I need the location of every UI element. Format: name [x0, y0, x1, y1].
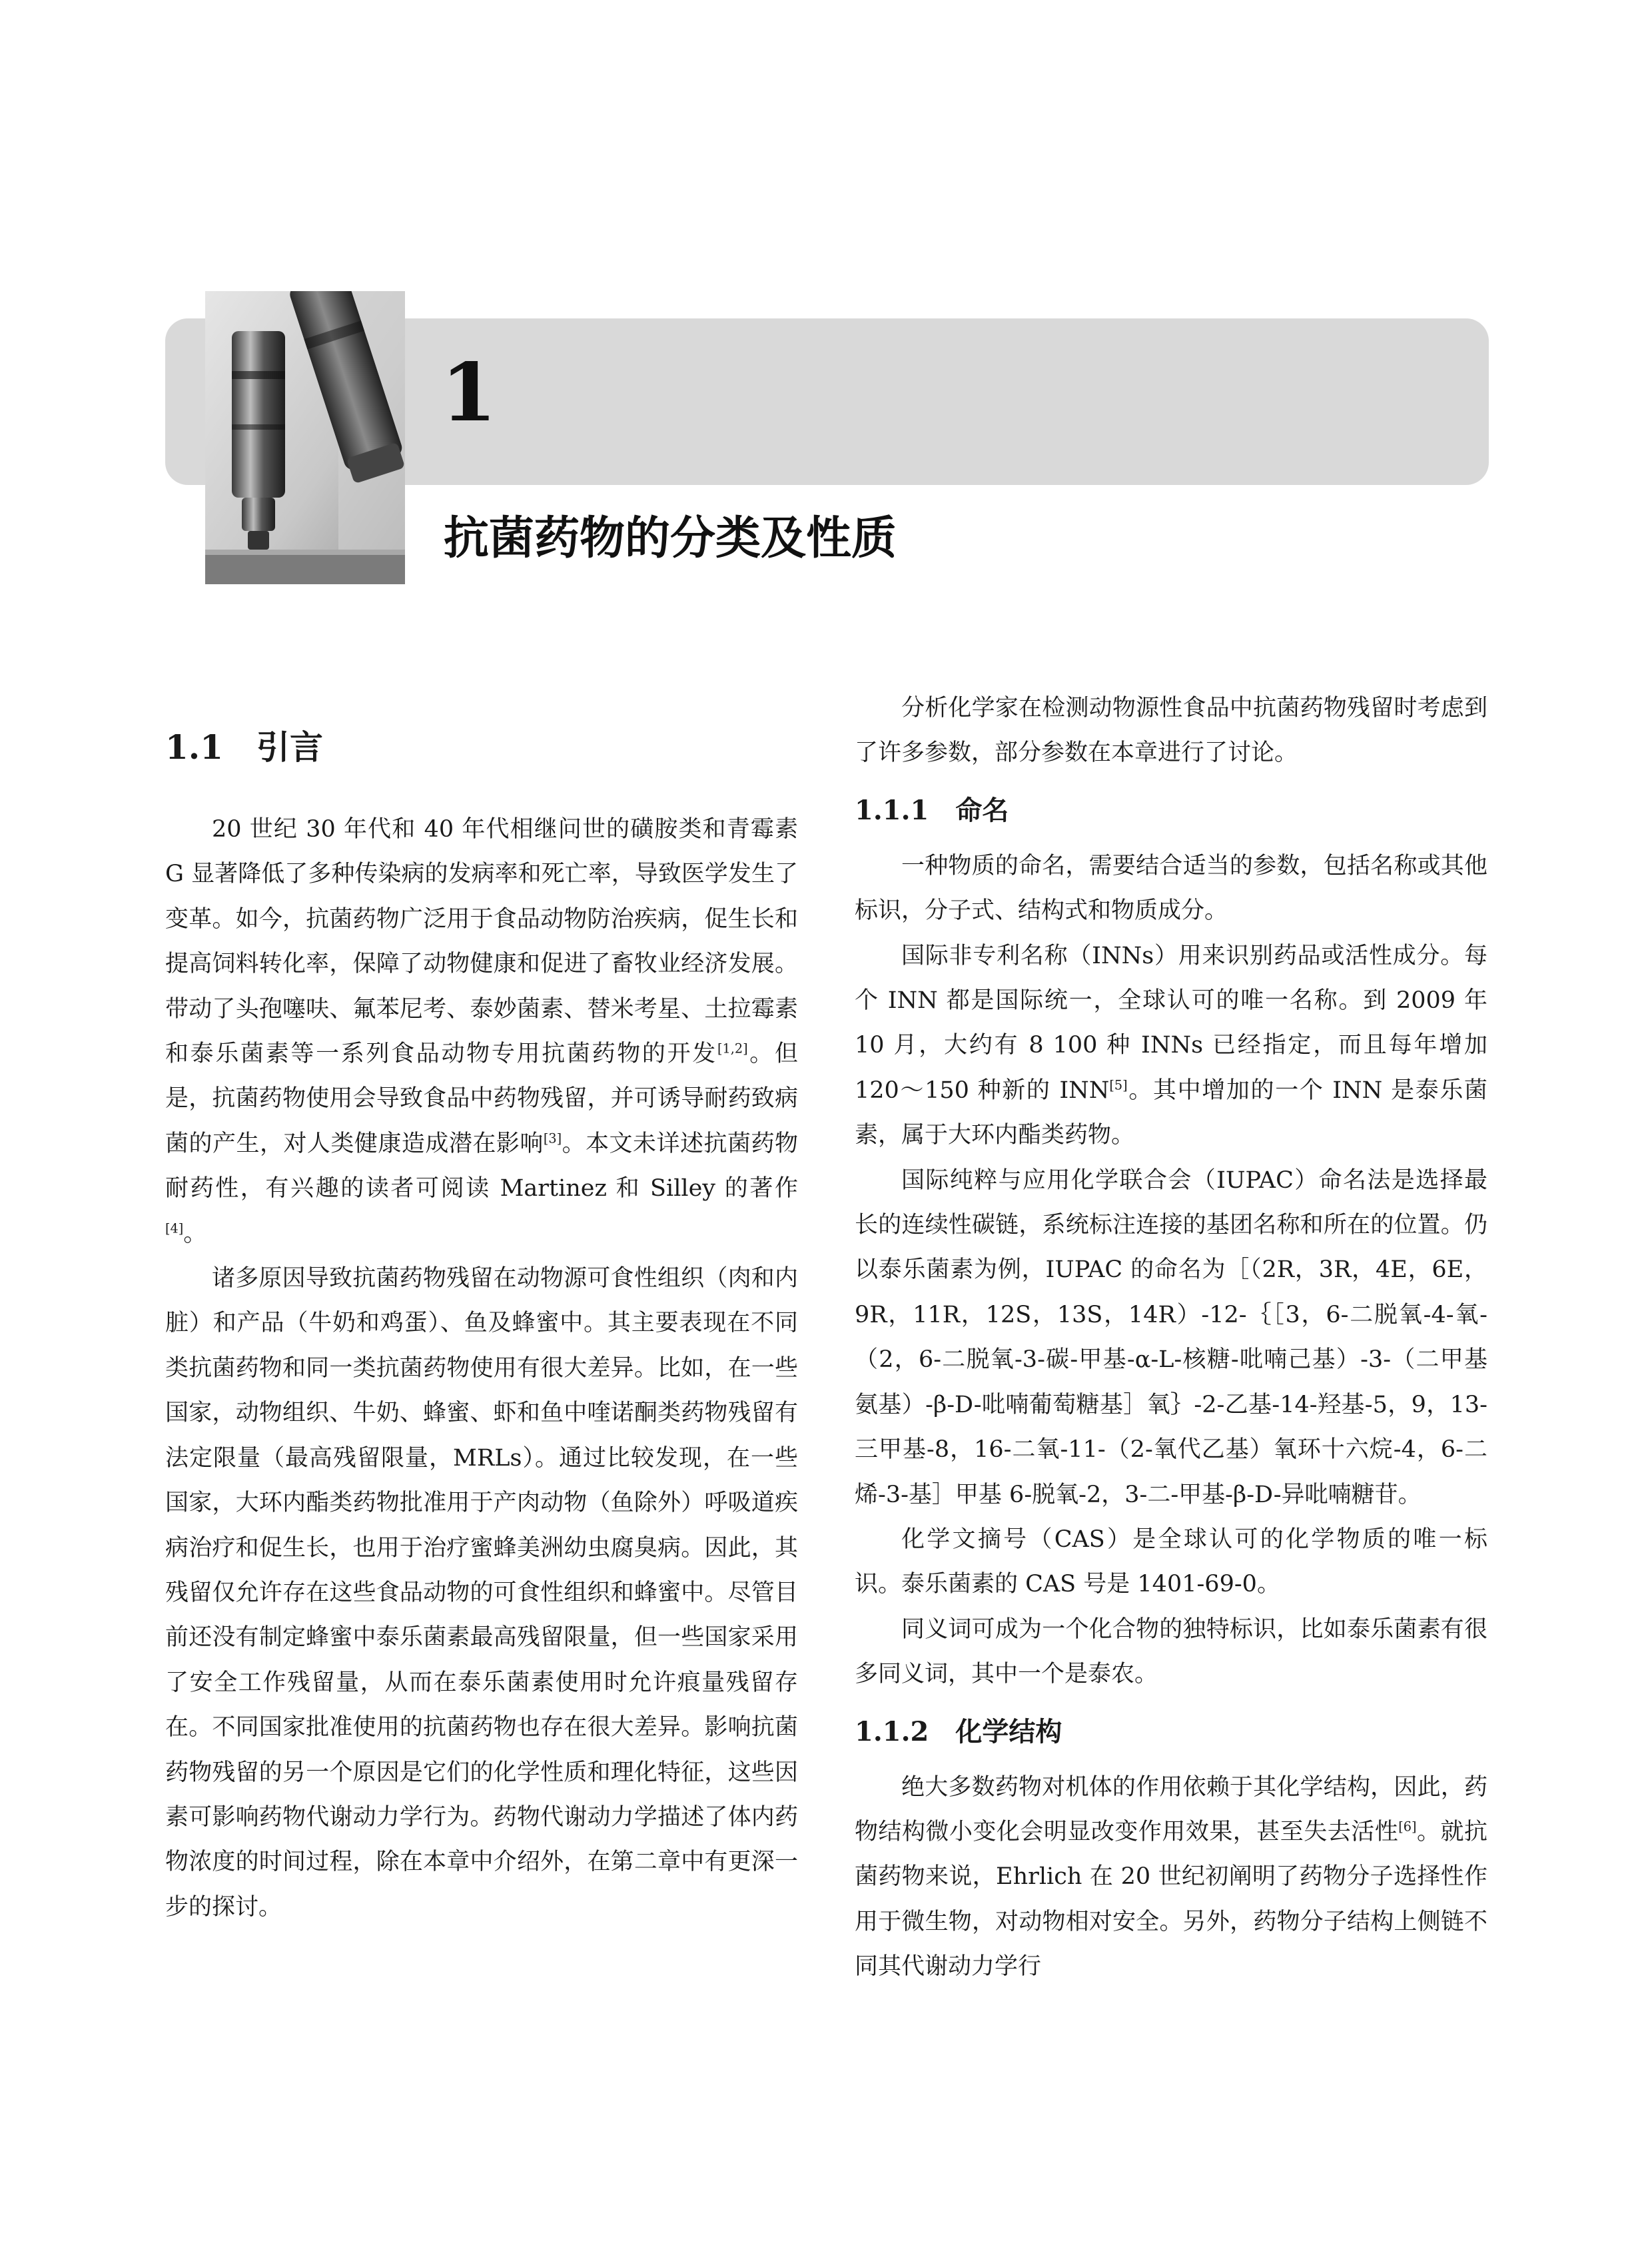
citation: [3] [543, 1130, 562, 1146]
text-run: 。 [183, 1220, 207, 1247]
section-number: 1.1.1 [855, 794, 929, 826]
section-heading-1-1-1 [855, 793, 1487, 828]
section-heading-1-1-2 [855, 1715, 1487, 1749]
citation: [5] [1109, 1077, 1128, 1093]
section-title: 引言 [256, 728, 323, 767]
text-run: 绝大多数药物对机体的作用依赖于其化学结构，因此，药物结构微小变化会明显改变作用效果，甚至失去活性 [855, 1773, 1487, 1845]
text-run: 。就抗菌药物来说，Ehrlich 在 20 世纪初阐明了药物分子选择性作用于微生物，对动物相对安全。另外，药物分子结构上侧链不同其代谢动力学行 [855, 1818, 1487, 1981]
paragraph [165, 807, 798, 1256]
section-heading-1-1 [165, 727, 798, 767]
citation: [1,2] [717, 1041, 748, 1057]
text-run: 20 世纪 30 年代和 40 年代相继问世的磺胺类和青霉素 G 显著降低了多种传染病的发病率和死亡率，导致医学发生了变革。如今，抗菌药物广泛用于食品动物防治疾病，促生长和提高饲料转化率，保障了动物健康和促进了畜牧业经济发展。带动了头孢噻呋、氟苯尼考、泰妙菌素、替米考星、土拉霉素和泰乐菌素等一系列食品动物专用抗菌药物的开发 [165, 816, 798, 1068]
paragraph: 同义词可成为一个化合物的独特标识，比如泰乐菌素有很多同义词，其中一个是泰农。 [855, 1615, 1487, 1688]
paragraph [855, 934, 1487, 1158]
paragraph: 一种物质的命名，需要结合适当的参数，包括名称或其他标识，分子式、结构式和物质成分。 [855, 852, 1487, 925]
section-number: 1.1 [165, 727, 223, 767]
section-title: 化学结构 [955, 1716, 1062, 1747]
citation: [6] [1398, 1819, 1417, 1835]
text-run: 。其中增加的一个 INN 是泰乐菌素，属于大环内酯类药物。 [855, 1077, 1487, 1149]
section-number: 1.1.2 [855, 1715, 929, 1747]
paragraph: 化学文摘号（CAS）是全球认可的化学物质的唯一标识。泰乐菌素的 CAS 号是 1401-69-0。 [855, 1526, 1487, 1598]
text-run: 。本文未详述抗菌药物耐药性，有兴趣的读者可阅读 Martinez 和 Silley 的著作 [165, 1130, 798, 1202]
text-run: 。但是，抗菌药物使用会导致食品中药物残留，并可诱导耐药致病菌的产生，对人类健康造成潜在影响 [165, 1041, 798, 1157]
paragraph: 国际纯粹与应用化学联合会（IUPAC）命名法是选择最长的连续性碳链，系统标注连接的基团名称和所在的位置。仍以泰乐菌素为例，IUPAC 的命名为［（2R，3R，4E，6E，9R，11R，12S，13S，14R）-12-｛［3，6-二脱氧-4-氧-（2，6-二脱氧-3-碳-甲基-α-L-核糖-吡喃己基）-3-（二甲基氨基）-β-D-吡喃葡萄糖基］氧｝-2-乙基-14-羟基-5，9，13-三甲基-8，16-二氧-11-（2-氧代乙基）氧环十六烷-4，6-二烯-3-基］甲基 6-脱氧-2，3-二-甲基-β-D-异吡喃糖苷。 [855, 1166, 1487, 1508]
left-column [165, 686, 798, 1930]
paragraph [855, 1765, 1487, 1990]
paragraph: 分析化学家在检测动物源性食品中抗菌药物残留时考虑到了许多参数，部分参数在本章进行了讨论。 [855, 695, 1487, 767]
section-title: 命名 [955, 795, 1009, 826]
citation: [4] [165, 1220, 184, 1236]
microscope-icon [205, 291, 405, 584]
text-run: 国际非专利名称（INNs）用来识别药品或活性成分。每个 INN 都是国际统一，全球认可的唯一名称。到 2009 年 10 月，大约有 8 100 种 INNs 已经指定，而且每年增加 120～150 种新的 INN [855, 942, 1487, 1104]
chapter-title: 抗菌药物的分类及性质 [444, 512, 897, 565]
right-column [855, 686, 1487, 1990]
microscope-photo [205, 291, 405, 584]
chapter-number: 1 [441, 346, 497, 440]
paragraph: 诸多原因导致抗菌药物残留在动物源可食性组织（肉和内脏）和产品（牛奶和鸡蛋）、鱼及蜂蜜中。其主要表现在不同类抗菌药物和同一类抗菌药物使用有很大差异。比如，在一些国家，动物组织、牛奶、蜂蜜、虾和鱼中喹诺酮类药物残留有法定限量（最高残留限量，MRLs）。通过比较发现，在一些国家，大环内酯类药物批准用于产肉动物（鱼除外）呼吸道疾病治疗和促生长，也用于治疗蜜蜂美洲幼虫腐臭病。因此，其残留仅允许存在这些食品动物的可食性组织和蜂蜜中。尽管目前还没有制定蜂蜜中泰乐菌素最高残留限量，但一些国家采用了安全工作残留量，从而在泰乐菌素使用时允许痕量残留存在。不同国家批准使用的抗菌药物也存在很大差异。影响抗菌药物残留的另一个原因是它们的化学性质和理化特征，这些因素可影响药物代谢动力学行为。药物代谢动力学描述了体内药物浓度的时间过程，除在本章中介绍外，在第二章中有更深一步的探讨。 [165, 1265, 798, 1921]
